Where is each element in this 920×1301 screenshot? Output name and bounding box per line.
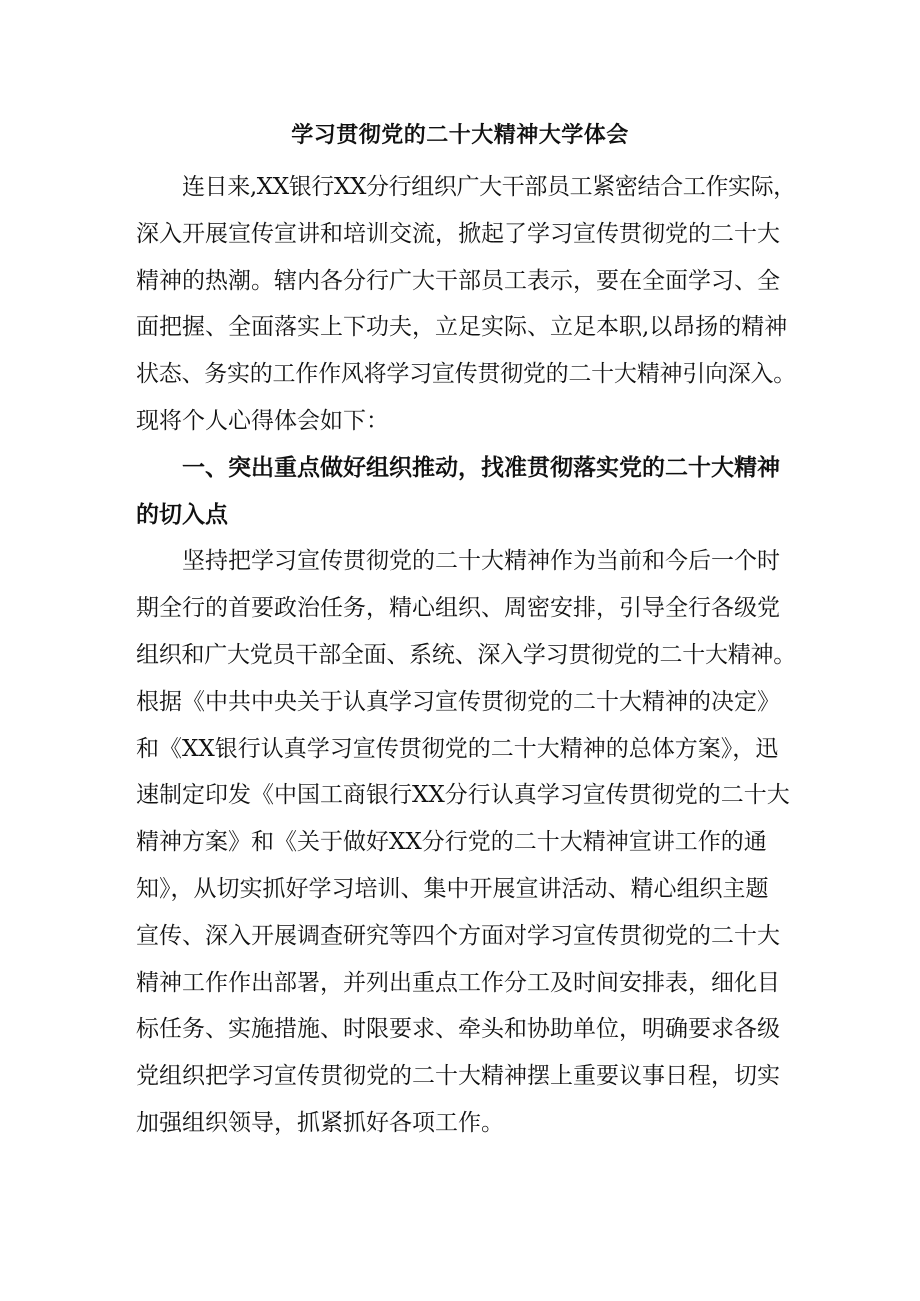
paragraph-line: 期全行的首要政治任务，精心组织、周密安排，引导全行各级党 — [136, 595, 780, 622]
paragraph-line: 现将个人心得体会如下： — [136, 407, 389, 434]
paragraph-line: 根据《中共中央关于认真学习宣传贯彻党的二十大精神的决定》 — [136, 688, 780, 715]
section-heading-line: 的切入点 — [136, 501, 228, 528]
paragraph-line: 精神的热潮。辖内各分行广大干部员工表示，要在全面学习、全 — [136, 267, 780, 294]
section-heading-line: 一、突出重点做好组织推动，找准贯彻落实党的二十大精神 — [182, 454, 780, 481]
paragraph-line: 状态、务实的工作作风将学习宣传贯彻党的二十大精神引向深入。 — [136, 361, 796, 388]
document-body — [136, 164, 796, 1147]
paragraph-line: 坚持把学习宣传贯彻党的二十大精神作为当前和今后一个时 — [182, 548, 780, 575]
paragraph-line: 党组织把学习宣传贯彻党的二十大精神摆上重要议事日程，切实 — [136, 1063, 780, 1090]
paragraph-line: 和《XX银行认真学习宣传贯彻党的二十大精神的总体方案》，迅 — [136, 735, 779, 762]
paragraph-line: 组织和广大党员干部全面、系统、深入学习贯彻党的二十大精神。 — [136, 641, 796, 668]
paragraph-line: 宣传、深入开展调查研究等四个方面对学习宣传贯彻党的二十大 — [136, 922, 780, 949]
paragraph-line: 知》，从切实抓好学习培训、集中开展宣讲活动、精心组织主题 — [136, 875, 769, 902]
document-title: 学习贯彻党的二十大精神大学体会 — [291, 123, 629, 148]
paragraph-line: 连日来,XX银行XX分行组织广大干部员工紧密结合工作实际， — [182, 174, 796, 200]
paragraph-line: 深入开展宣传宣讲和培训交流，掀起了学习宣传贯彻党的二十大 — [136, 220, 780, 247]
paragraph-line: 速制定印发《中国工商银行XX分行认真学习宣传贯彻党的二十大 — [136, 782, 790, 809]
paragraph-line: 标任务、实施措施、时限要求、牵头和协助单位，明确要求各级 — [136, 1016, 780, 1043]
paragraph-line: 面把握、全面落实上下功夫，立足实际、立足本职,以昂扬的精神 — [136, 314, 788, 341]
paragraph-line: 加强组织领导，抓紧抓好各项工作。 — [136, 1109, 504, 1136]
paragraph-line: 精神工作作出部署，并列出重点工作分工及时间安排表，细化目 — [136, 969, 780, 996]
paragraph-line: 精神方案》和《关于做好XX分行党的二十大精神宣讲工作的通 — [136, 829, 767, 856]
